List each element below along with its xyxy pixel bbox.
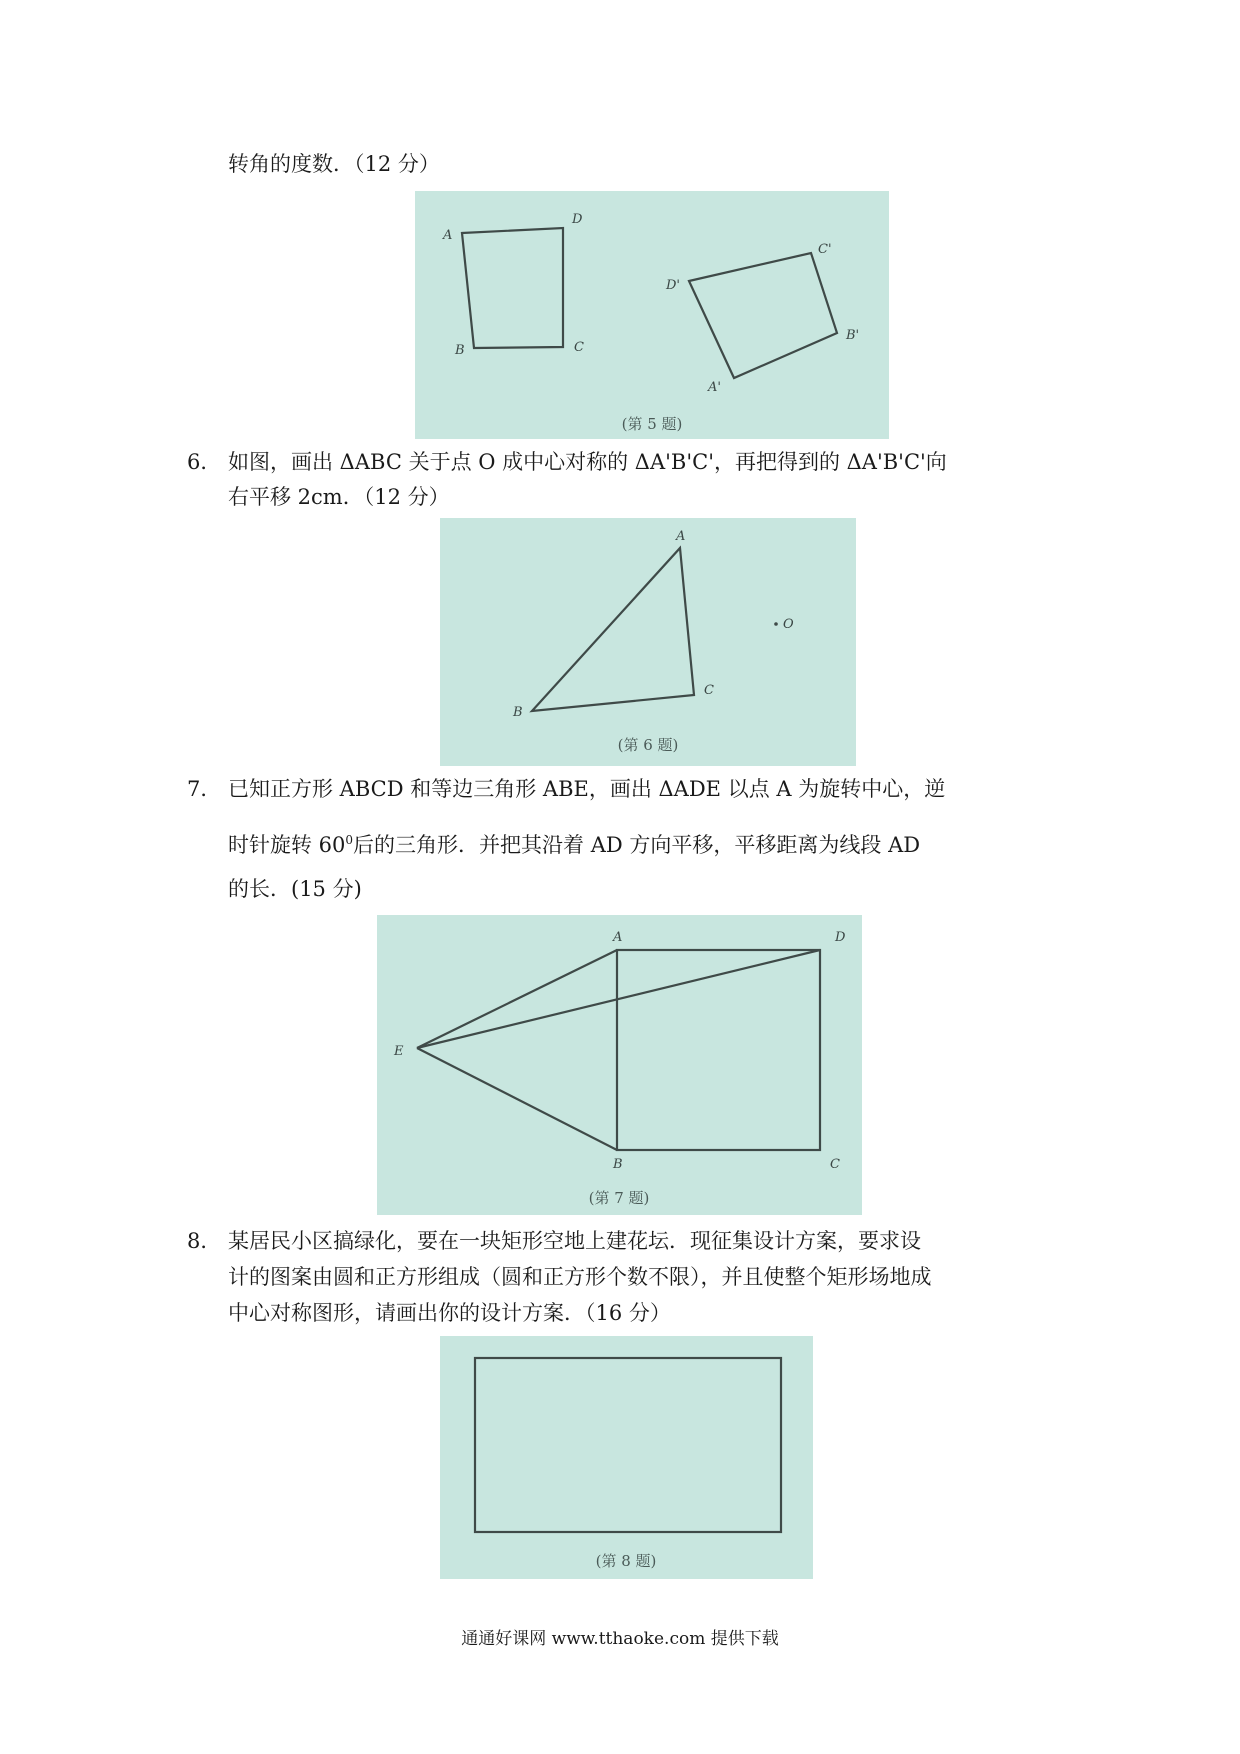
q6-line-1: 如图，画出 ΔABC 关于点 O 成中心对称的 ΔA'B'C'，再把得到的 ΔA'B'C'向 [228, 450, 947, 474]
label-E: E [394, 1044, 404, 1059]
footer-text: 通通好课网 www.tthaoke.com 提供下载 [461, 1629, 779, 1649]
q8-line-2: 计的图案由圆和正方形组成（圆和正方形个数不限），并且使整个矩形场地成 [228, 1265, 932, 1289]
q7-number: 7． [187, 777, 222, 801]
label-A-prime: A' [708, 380, 721, 395]
label-O: O [783, 617, 794, 632]
label-D: D [572, 212, 583, 227]
label-A: A [613, 930, 623, 945]
rectangle-field [475, 1358, 781, 1532]
caption-q5: (第 5 题) [621, 415, 683, 433]
figure-q6 [440, 518, 856, 766]
figure-q5 [415, 191, 889, 439]
label-A: A [443, 228, 453, 243]
label-B: B [513, 705, 523, 720]
q8-line-1: 某居民小区搞绿化，要在一块矩形空地上建花坛．现征集设计方案，要求设 [228, 1229, 921, 1253]
label-A: A [676, 529, 686, 544]
label-C-prime: C' [818, 242, 832, 257]
q5-tail-text: 转角的度数．（12 分） [228, 152, 440, 176]
q6-line-2: 右平移 2cm．（12 分） [228, 485, 450, 509]
square-abcd [617, 950, 820, 1150]
q7-line-3: 的长．(15 分) [228, 877, 362, 901]
q8-number: 8． [187, 1229, 222, 1253]
q6-number: 6． [187, 450, 222, 474]
quad-abcd-prime [689, 253, 837, 378]
q8-line-3: 中心对称图形，请画出你的设计方案．（16 分） [228, 1301, 671, 1325]
triangle-abc [532, 548, 694, 711]
label-B-prime: B' [846, 328, 860, 343]
figure-q7 [377, 915, 862, 1215]
point-O [774, 622, 778, 626]
caption-q8: (第 8 题) [595, 1552, 657, 1570]
label-D: D [835, 930, 846, 945]
quad-abcd [462, 228, 563, 348]
segment-EB [417, 1048, 617, 1150]
caption-q7: (第 7 题) [588, 1189, 650, 1207]
label-C: C [704, 683, 714, 698]
label-B: B [455, 343, 465, 358]
q7-line-2: 时针旋转 $60^0$后的三角形．并把其沿着 AD 方向平移，平移距离为线段 AD [228, 833, 921, 857]
label-C: C [830, 1157, 840, 1172]
segment-ED [417, 950, 820, 1048]
label-D-prime: D' [666, 278, 680, 293]
label-C: C [574, 340, 584, 355]
label-B: B [613, 1157, 623, 1172]
segment-EA [417, 950, 617, 1048]
q7-line-1: 已知正方形 ABCD 和等边三角形 ABE，画出 ΔADE 以点 A 为旋转中心，逆 [228, 777, 946, 801]
figure-q8 [440, 1336, 813, 1579]
caption-q6: (第 6 题) [617, 736, 679, 754]
